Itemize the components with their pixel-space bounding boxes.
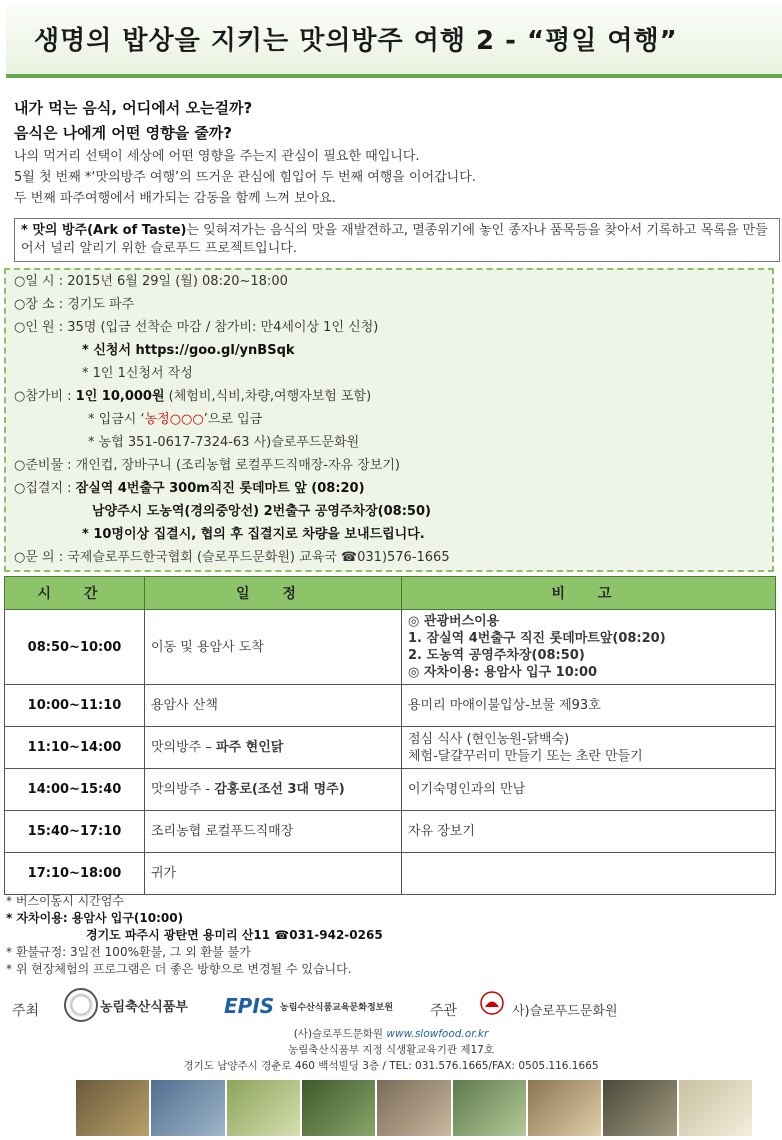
note-line: 2. 도농역 공영주차장(08:50) xyxy=(408,648,585,663)
info-people: ○인 원 : 35명 (입금 선착순 마감 / 참가비: 만4세이상 1인 신청) xyxy=(14,320,379,335)
host-label: 주최 xyxy=(12,1003,40,1019)
info-apply-note: * 1인 1신청서 작성 xyxy=(82,366,193,381)
row-note xyxy=(402,769,776,811)
ministry-name: 농림축산식품부 xyxy=(100,1000,188,1015)
meet-notice: * 10명이상 집결시, 협의 후 집결지로 차량을 보내드립니다. xyxy=(82,527,425,542)
header-note: 비 고 xyxy=(402,577,776,610)
note-change: * 위 현장체험의 프로그램은 더 좋은 방향으로 변경될 수 있습니다. xyxy=(6,962,352,976)
meet-point-2: 남양주시 도농역(경의중앙선) 2번출구 공영주차장(08:50) xyxy=(92,504,431,519)
row-plan xyxy=(145,685,402,727)
organizer-name: 사)슬로푸드문화원 xyxy=(512,1004,618,1019)
row-time: 10:00~11:10 xyxy=(5,685,145,727)
notes-section xyxy=(6,893,776,978)
deposit-prefix: * 입금시 ‘ xyxy=(88,412,145,427)
plan-text: 용암사 산책 xyxy=(151,698,218,713)
ark-text: 는 잊혀져가는 음식의 맛을 재발견하고, 멸종위기에 놓인 종자나 품목등을 찾아서 기록하고 목록을 만들어서 널리 알리기 위한 슬로푸드 프로젝트입니다. xyxy=(21,223,768,256)
schedule-table xyxy=(4,576,776,895)
plan-bold: 파주 현인닭 xyxy=(216,740,284,755)
footer-url[interactable]: www.slowfood.or.kr xyxy=(386,1028,489,1040)
contact-footer xyxy=(0,1026,782,1074)
page-title: 생명의 밥상을 지키는 맛의방주 여행 2 - “평일 여행” xyxy=(34,26,678,56)
schedule-header-row xyxy=(5,577,776,610)
intro-question-1: 내가 먹는 음식, 어디에서 오는걸까? xyxy=(14,99,253,117)
slowfood-snail-icon xyxy=(479,990,505,1016)
photo-2 xyxy=(151,1080,224,1136)
title-banner xyxy=(6,4,782,78)
note-line: 용미리 마애이불입상-보물 제93호 xyxy=(408,698,601,713)
info-meeting xyxy=(14,479,365,499)
plan-text: 맛의방주 - xyxy=(151,782,215,797)
row-plan xyxy=(145,811,402,853)
photo-7 xyxy=(528,1080,601,1136)
info-place: ○장 소 : 경기도 파주 xyxy=(14,297,135,312)
epis-logo: EPIS xyxy=(224,994,275,1018)
row-time: 14:00~15:40 xyxy=(5,769,145,811)
epis-name: 농림수산식품교육문화정보원 xyxy=(280,1003,394,1013)
row-note xyxy=(402,685,776,727)
ark-of-taste-note xyxy=(14,218,780,262)
info-account: * 농협 351-0617-7324-63 사)슬로푸드문화원 xyxy=(88,435,360,450)
row-time: 11:10~14:00 xyxy=(5,727,145,769)
info-deposit xyxy=(88,410,262,430)
row-time: 08:50~10:00 xyxy=(5,610,145,685)
fee-amount: 1인 10,000원 xyxy=(75,389,165,404)
note-line: 1. 잠실역 4번출구 직진 롯데마트앞(08:20) xyxy=(408,631,666,646)
plan-bold: 감홍로(조선 3대 명주) xyxy=(214,782,345,797)
table-row xyxy=(5,769,776,811)
info-fee xyxy=(14,387,371,407)
note-line: ◎ 자차이용: 용암사 입구 10:00 xyxy=(408,665,598,680)
intro-paragraph-2: 5월 첫 번째 *‘맛의방주 여행’의 뜨거운 관심에 힘입어 두 번째 여행을 이어갑니다. xyxy=(14,170,476,185)
note-refund: * 환불규정: 3일전 100%환불, 그 외 환불 불가 xyxy=(6,945,251,959)
sponsor-bar xyxy=(6,988,776,1028)
row-note xyxy=(402,727,776,769)
info-date: ○일 시 : 2015년 6월 29일 (월) 08:20~18:00 xyxy=(14,274,288,289)
plan-text: 맛의방주 – xyxy=(151,740,216,755)
footer-line-3: 경기도 남양주시 경춘로 460 백석빌딩 3층 / TEL: 031.576.1665/FAX: 0505.116.1665 xyxy=(183,1060,599,1072)
plan-text: 조리농협 로컬푸드직매장 xyxy=(151,824,294,839)
note-car: * 자차이용: 용암사 입구(10:00) xyxy=(6,911,184,925)
photo-4 xyxy=(302,1080,375,1136)
note-line: 이기숙명인과의 만남 xyxy=(408,782,526,797)
note-line: 체험-달걀꾸러미 만들기 또는 초란 만들기 xyxy=(408,748,643,764)
footer-org: (사)슬로푸드문화원 xyxy=(293,1028,387,1040)
photo-6 xyxy=(453,1080,526,1136)
row-plan xyxy=(145,727,402,769)
photo-3 xyxy=(227,1080,300,1136)
organizer-label: 주관 xyxy=(430,1003,458,1019)
intro-paragraph-1: 나의 먹거리 선택이 세상에 어떤 영향을 주는지 관심이 필요한 때입니다. xyxy=(14,149,420,164)
row-plan xyxy=(145,610,402,685)
plan-text: 이동 및 용암사 도착 xyxy=(151,639,264,655)
row-plan xyxy=(145,853,402,895)
photo-9 xyxy=(679,1080,752,1136)
intro-section xyxy=(14,96,774,209)
note-line: 자유 장보기 xyxy=(408,824,475,839)
deposit-name: 농정○○○ xyxy=(144,412,204,427)
row-note xyxy=(402,610,776,685)
row-note xyxy=(402,853,776,895)
row-time: 17:10~18:00 xyxy=(5,853,145,895)
row-time: 15:40~17:10 xyxy=(5,811,145,853)
table-row xyxy=(5,685,776,727)
table-row xyxy=(5,811,776,853)
intro-paragraph-3: 두 번째 파주여행에서 배가되는 감동을 함께 느껴 보아요. xyxy=(14,191,336,206)
photo-strip xyxy=(76,1080,752,1136)
meet-point-1: 잠실역 4번출구 300m직진 롯데마트 앞 (08:20) xyxy=(75,481,365,496)
row-plan xyxy=(145,769,402,811)
table-row xyxy=(5,610,776,685)
info-apply-url[interactable]: * 신청서 https://goo.gl/ynBSqk xyxy=(82,343,295,358)
ark-prefix: * 맛의 방주(Ark of Taste) xyxy=(21,223,187,238)
header-plan: 일 정 xyxy=(145,577,402,610)
row-note xyxy=(402,811,776,853)
footer-line-2: 농림축산식품부 지정 식생활교육기관 제17호 xyxy=(288,1044,494,1056)
note-bus: * 버스이동시 시간엄수 xyxy=(6,894,124,908)
fee-detail: (체험비,식비,차량,여행자보험 포함) xyxy=(164,389,372,404)
intro-question-2: 음식은 나에게 어떤 영향을 줄까? xyxy=(14,124,232,142)
table-row xyxy=(5,727,776,769)
ministry-seal-icon xyxy=(64,988,98,1022)
plan-text: 귀가 xyxy=(151,866,177,881)
fee-label: ○참가비 : xyxy=(14,389,76,404)
info-contact: ○문 의 : 국제슬로푸드한국협회 (슬로푸드문화원) 교육국 ☎031)576-1665 xyxy=(14,550,450,565)
info-prep: ○준비물 : 개인컵, 장바구니 (조리농협 로컬푸드직매장-자유 장보기) xyxy=(14,458,400,473)
note-line: 점심 식사 (현인농원-닭백숙) xyxy=(408,731,570,747)
note-car-address: 경기도 파주시 광탄면 용미리 산11 ☎031-942-0265 xyxy=(86,928,383,942)
table-row xyxy=(5,853,776,895)
header-time: 시 간 xyxy=(5,577,145,610)
event-info-box xyxy=(4,268,774,572)
meet-label: ○집결지 : xyxy=(14,481,76,496)
photo-1 xyxy=(76,1080,149,1136)
photo-8 xyxy=(603,1080,676,1136)
photo-5 xyxy=(377,1080,450,1136)
note-line: ◎ 관광버스이용 xyxy=(408,614,500,629)
footer-line-1 xyxy=(0,1026,782,1042)
deposit-suffix: ’으로 입금 xyxy=(203,412,263,427)
